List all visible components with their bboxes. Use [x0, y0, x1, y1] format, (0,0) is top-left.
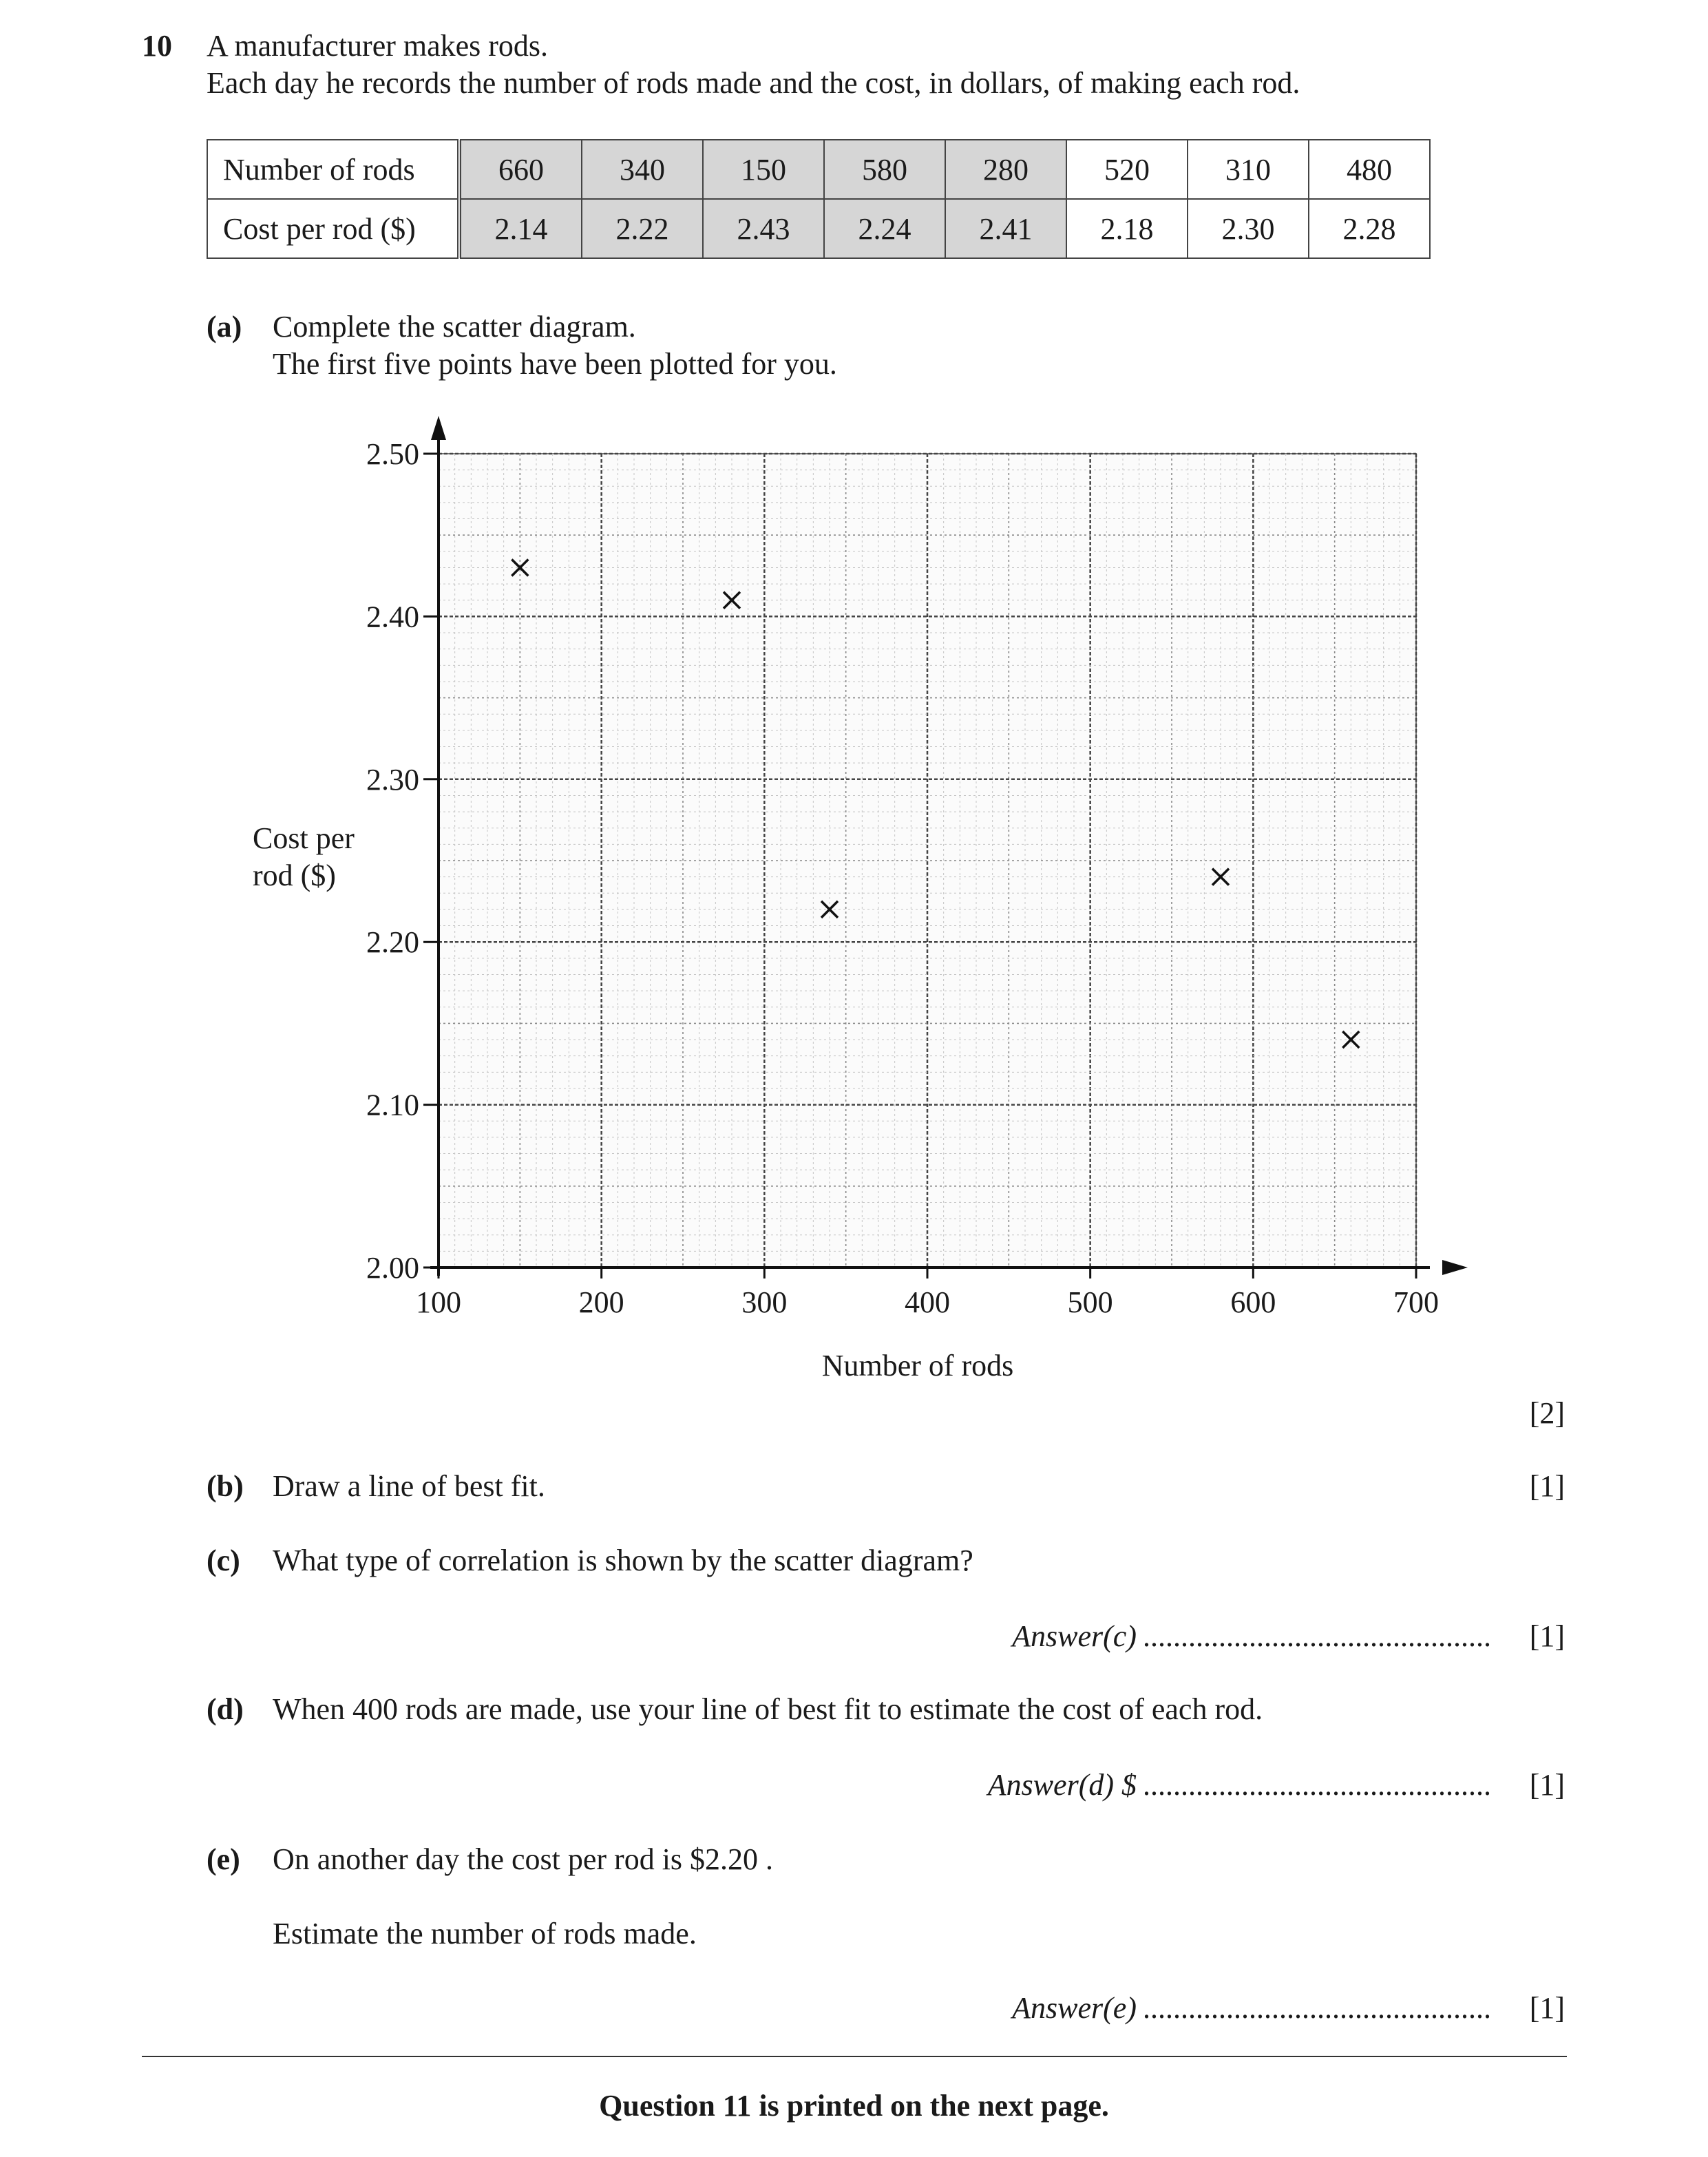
- table-cell-rods-4: 580: [824, 140, 945, 199]
- table-cell-rods-3: 150: [703, 140, 824, 199]
- part-e-label: (e): [207, 1842, 240, 1876]
- table-cell-cost-7: 2.30: [1188, 199, 1309, 258]
- x-tick-label: 200: [578, 1285, 624, 1319]
- table-cell-rods-5: 280: [945, 140, 1066, 199]
- table-cell-cost-5: 2.41: [945, 199, 1066, 258]
- x-tick-label: 500: [1067, 1285, 1113, 1319]
- part-b-marks: [1]: [1529, 1469, 1565, 1503]
- y-tick-label: 2.20: [366, 925, 419, 960]
- table-cell-rods-2: 340: [582, 140, 703, 199]
- y-axis-label: Cost per: [253, 821, 355, 855]
- y-tick-label: 2.50: [366, 437, 419, 471]
- x-tick-label: 300: [741, 1285, 788, 1319]
- x-axis-label: Number of rods: [821, 1349, 1014, 1382]
- y-tick-label: 2.30: [366, 762, 419, 797]
- table-cell-cost-8: 2.28: [1309, 199, 1430, 258]
- part-a-label: (a): [207, 310, 242, 344]
- x-tick-label: 400: [905, 1285, 950, 1319]
- answer-d-label: Answer(d) $: [987, 1768, 1137, 1802]
- y-tick-label: 2.40: [366, 600, 419, 634]
- part-a-line-1: Complete the scatter diagram.: [273, 310, 636, 344]
- table-cell-rods-6: 520: [1066, 140, 1188, 199]
- table-cell-cost-4: 2.24: [824, 199, 945, 258]
- answer-e-label: Answer(e): [1012, 1991, 1137, 2025]
- question-number: 10: [142, 29, 172, 63]
- part-b-label: (b): [207, 1469, 244, 1503]
- answer-e-line[interactable]: ..............................................: [1143, 1991, 1491, 2025]
- row-header-cost: Cost per rod ($): [207, 199, 459, 258]
- table-cell-rods-8: 480: [1309, 140, 1430, 199]
- table-cell-cost-1: 2.14: [459, 199, 582, 258]
- part-e-line-1: On another day the cost per rod is $2.20 .: [273, 1842, 774, 1876]
- footer-rule: [142, 2056, 1567, 2057]
- y-axis-label: rod ($): [253, 859, 336, 892]
- part-c-marks: [1]: [1529, 1619, 1565, 1653]
- y-tick-label: 2.10: [366, 1088, 419, 1122]
- table-cell-cost-6: 2.18: [1066, 199, 1188, 258]
- row-header-rods: Number of rods: [207, 140, 459, 199]
- part-a-marks: [2]: [1529, 1396, 1565, 1430]
- answer-d-line[interactable]: ..............................................: [1143, 1768, 1491, 1802]
- y-axis-arrow-icon: [431, 416, 446, 440]
- part-e-marks: [1]: [1529, 1991, 1565, 2025]
- question-intro-line-1: A manufacturer makes rods.: [207, 29, 549, 63]
- y-tick-label: 2.00: [366, 1251, 419, 1285]
- part-d-marks: [1]: [1529, 1768, 1565, 1802]
- part-c-text: What type of correlation is shown by the scatter diagram?: [273, 1544, 973, 1577]
- table-cell-rods-7: 310: [1188, 140, 1309, 199]
- x-axis-arrow-icon: [1442, 1260, 1468, 1275]
- answer-c-label: Answer(c): [1012, 1619, 1137, 1653]
- table-cell-rods-1: 660: [459, 140, 582, 199]
- x-tick-label: 700: [1393, 1285, 1439, 1319]
- x-tick-label: 100: [416, 1285, 461, 1319]
- part-b-text: Draw a line of best fit.: [273, 1469, 545, 1503]
- table-cell-cost-3: 2.43: [703, 199, 824, 258]
- answer-c-line[interactable]: ..............................................: [1143, 1619, 1491, 1653]
- part-e-line-2: Estimate the number of rods made.: [273, 1917, 697, 1950]
- table-cell-cost-2: 2.22: [582, 199, 703, 258]
- question-intro-line-2: Each day he records the number of rods made and the cost, in dollars, of making each rod.: [207, 66, 1300, 100]
- footer-note: Question 11 is printed on the next page.: [599, 2089, 1109, 2123]
- part-d-label: (d): [207, 1692, 244, 1726]
- part-d-text: When 400 rods are made, use your line of best fit to estimate the cost of each rod.: [273, 1692, 1263, 1726]
- x-tick-label: 600: [1230, 1285, 1276, 1319]
- part-c-label: (c): [207, 1544, 240, 1577]
- part-a-line-2: The first five points have been plotted for you.: [273, 347, 837, 381]
